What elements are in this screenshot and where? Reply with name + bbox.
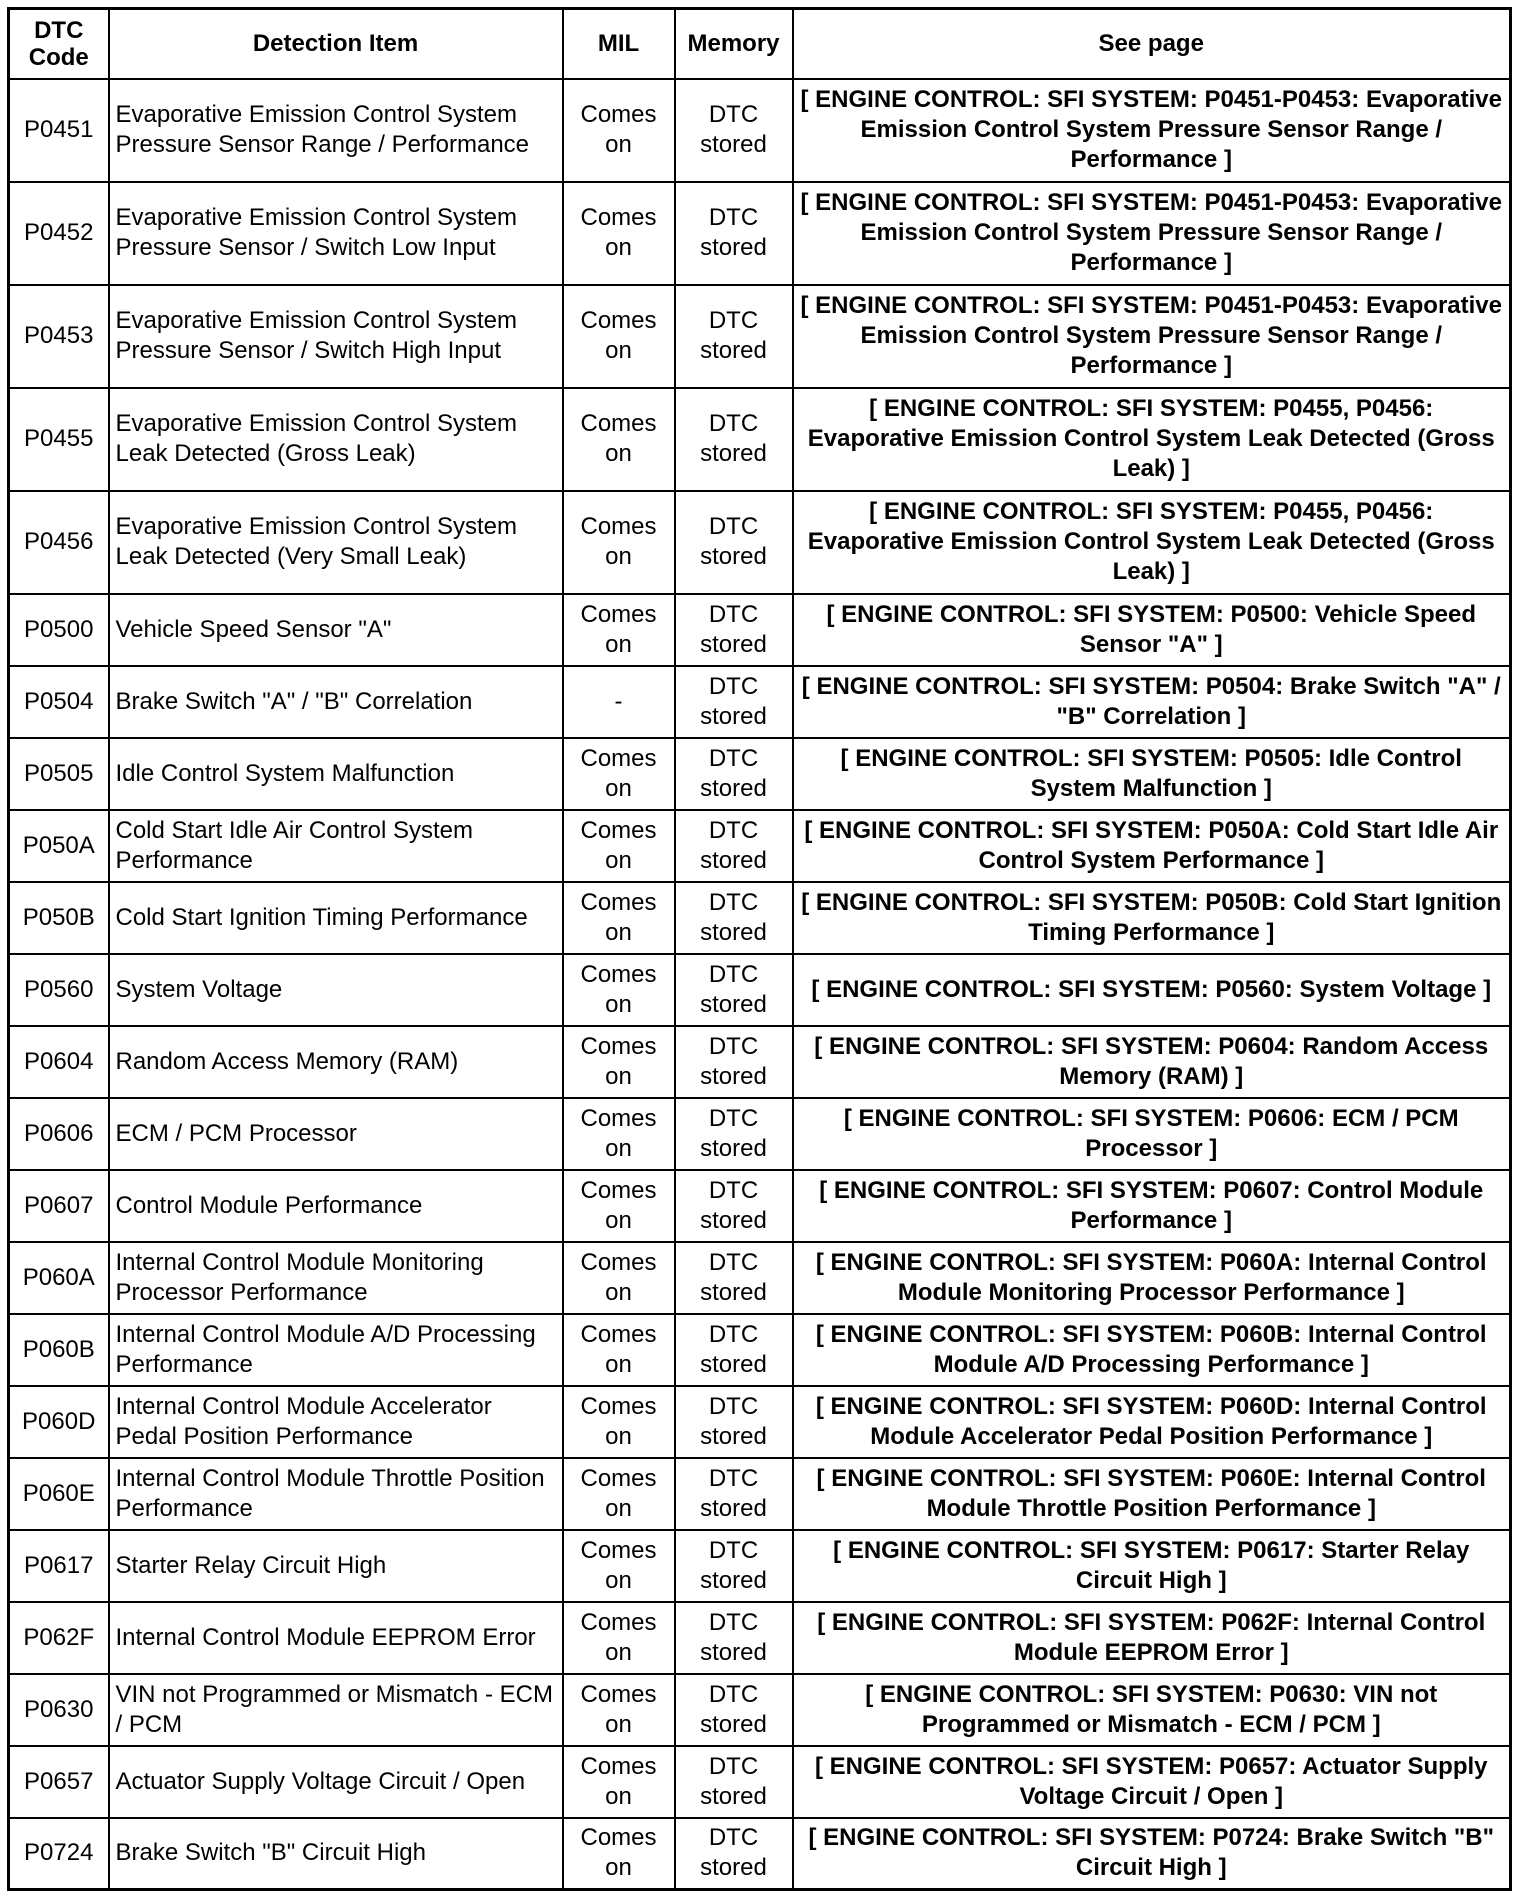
detection-item-cell: ECM / PCM Processor	[109, 1098, 563, 1170]
mil-cell: Comes on	[563, 1818, 675, 1890]
table-row	[9, 882, 1511, 954]
mil-cell: Comes on	[563, 1602, 675, 1674]
detection-item-cell: Internal Control Module A/D Processing Performance	[109, 1314, 563, 1386]
detection-item-cell: Internal Control Module Monitoring Processor Performance	[109, 1242, 563, 1314]
memory-cell: DTC stored	[675, 1314, 793, 1386]
mil-cell: Comes on	[563, 882, 675, 954]
dtc-code-cell: P0657	[9, 1746, 109, 1818]
see-page-link[interactable]: [ ENGINE CONTROL: SFI SYSTEM: P060B: Internal Control Module A/D Processing Performance ]	[793, 1314, 1511, 1386]
memory-cell: DTC stored	[675, 1458, 793, 1530]
table-row	[9, 1098, 1511, 1170]
header-row	[9, 9, 1511, 79]
see-page-link[interactable]: [ ENGINE CONTROL: SFI SYSTEM: P060E: Internal Control Module Throttle Position Performance ]	[793, 1458, 1511, 1530]
detection-item-cell: Evaporative Emission Control System Leak Detected (Gross Leak)	[109, 388, 563, 491]
memory-cell: DTC stored	[675, 666, 793, 738]
memory-cell: DTC stored	[675, 491, 793, 594]
dtc-code-cell: P0456	[9, 491, 109, 594]
memory-cell: DTC stored	[675, 1170, 793, 1242]
detection-item-cell: VIN not Programmed or Mismatch - ECM / PCM	[109, 1674, 563, 1746]
memory-cell: DTC stored	[675, 1026, 793, 1098]
memory-cell: DTC stored	[675, 810, 793, 882]
dtc-code-cell: P0505	[9, 738, 109, 810]
detection-item-cell: Evaporative Emission Control System Pressure Sensor / Switch Low Input	[109, 182, 563, 285]
table-row	[9, 1458, 1511, 1530]
mil-cell: Comes on	[563, 1242, 675, 1314]
detection-item-cell: Idle Control System Malfunction	[109, 738, 563, 810]
memory-cell: DTC stored	[675, 882, 793, 954]
see-page-link[interactable]: [ ENGINE CONTROL: SFI SYSTEM: P0451-P0453: Evaporative Emission Control System Pressure Sensor Range / Performance ]	[793, 182, 1511, 285]
table-row	[9, 1530, 1511, 1602]
mil-cell: Comes on	[563, 491, 675, 594]
table-row	[9, 1026, 1511, 1098]
mil-cell: Comes on	[563, 1314, 675, 1386]
see-page-link[interactable]: [ ENGINE CONTROL: SFI SYSTEM: P0617: Starter Relay Circuit High ]	[793, 1530, 1511, 1602]
see-page-link[interactable]: [ ENGINE CONTROL: SFI SYSTEM: P0451-P0453: Evaporative Emission Control System Pressure Sensor Range / Performance ]	[793, 285, 1511, 388]
mil-cell: Comes on	[563, 1386, 675, 1458]
detection-item-cell: Cold Start Idle Air Control System Performance	[109, 810, 563, 882]
memory-cell: DTC stored	[675, 182, 793, 285]
see-page-link[interactable]: [ ENGINE CONTROL: SFI SYSTEM: P0455, P0456: Evaporative Emission Control System Leak Detected (Gross Leak) ]	[793, 388, 1511, 491]
table-row	[9, 810, 1511, 882]
mil-cell: Comes on	[563, 182, 675, 285]
table-row	[9, 1818, 1511, 1890]
dtc-code-cell: P0604	[9, 1026, 109, 1098]
dtc-code-cell: P050A	[9, 810, 109, 882]
header-dtc-code-line: Code	[28, 43, 89, 71]
mil-cell: Comes on	[563, 738, 675, 810]
table-row	[9, 666, 1511, 738]
dtc-code-cell: P0453	[9, 285, 109, 388]
header-see-page: See page	[793, 9, 1511, 79]
table-row	[9, 1602, 1511, 1674]
table-row	[9, 1170, 1511, 1242]
memory-cell: DTC stored	[675, 1098, 793, 1170]
detection-item-cell: Internal Control Module Throttle Position Performance	[109, 1458, 563, 1530]
memory-cell: DTC stored	[675, 954, 793, 1026]
memory-cell: DTC stored	[675, 1530, 793, 1602]
table-row	[9, 594, 1511, 666]
detection-item-cell: Starter Relay Circuit High	[109, 1530, 563, 1602]
detection-item-cell: Vehicle Speed Sensor "A"	[109, 594, 563, 666]
detection-item-cell: Internal Control Module EEPROM Error	[109, 1602, 563, 1674]
table-row	[9, 1386, 1511, 1458]
dtc-code-cell: P060A	[9, 1242, 109, 1314]
see-page-link[interactable]: [ ENGINE CONTROL: SFI SYSTEM: P0500: Vehicle Speed Sensor "A" ]	[793, 594, 1511, 666]
mil-cell: Comes on	[563, 810, 675, 882]
mil-cell: Comes on	[563, 594, 675, 666]
dtc-code-cell: P0606	[9, 1098, 109, 1170]
mil-cell: Comes on	[563, 954, 675, 1026]
dtc-code-cell: P0504	[9, 666, 109, 738]
detection-item-cell: Evaporative Emission Control System Pressure Sensor / Switch High Input	[109, 285, 563, 388]
dtc-code-cell: P060E	[9, 1458, 109, 1530]
detection-item-cell: Control Module Performance	[109, 1170, 563, 1242]
see-page-link[interactable]: [ ENGINE CONTROL: SFI SYSTEM: P050B: Cold Start Ignition Timing Performance ]	[793, 882, 1511, 954]
detection-item-cell: Internal Control Module Accelerator Pedal Position Performance	[109, 1386, 563, 1458]
mil-cell: Comes on	[563, 1746, 675, 1818]
see-page-link[interactable]: [ ENGINE CONTROL: SFI SYSTEM: P0455, P0456: Evaporative Emission Control System Leak Detected (Gross Leak) ]	[793, 491, 1511, 594]
dtc-code-cell: P0630	[9, 1674, 109, 1746]
mil-cell: Comes on	[563, 79, 675, 182]
detection-item-cell: Brake Switch "A" / "B" Correlation	[109, 666, 563, 738]
memory-cell: DTC stored	[675, 79, 793, 182]
see-page-link[interactable]: [ ENGINE CONTROL: SFI SYSTEM: P060D: Internal Control Module Accelerator Pedal Position Performance ]	[793, 1386, 1511, 1458]
see-page-link[interactable]: [ ENGINE CONTROL: SFI SYSTEM: P050A: Cold Start Idle Air Control System Performance ]	[793, 810, 1511, 882]
dtc-table	[7, 7, 1512, 1891]
memory-cell: DTC stored	[675, 1602, 793, 1674]
see-page-link[interactable]: [ ENGINE CONTROL: SFI SYSTEM: P0560: System Voltage ]	[793, 954, 1511, 1026]
see-page-link[interactable]: [ ENGINE CONTROL: SFI SYSTEM: P062F: Internal Control Module EEPROM Error ]	[793, 1602, 1511, 1674]
memory-cell: DTC stored	[675, 1746, 793, 1818]
dtc-code-cell: P050B	[9, 882, 109, 954]
mil-cell: -	[563, 666, 675, 738]
table-row	[9, 182, 1511, 285]
see-page-link[interactable]: [ ENGINE CONTROL: SFI SYSTEM: P060A: Internal Control Module Monitoring Processor Performance ]	[793, 1242, 1511, 1314]
table-row	[9, 1746, 1511, 1818]
dtc-code-cell: P062F	[9, 1602, 109, 1674]
mil-cell: Comes on	[563, 1098, 675, 1170]
mil-cell: Comes on	[563, 1530, 675, 1602]
mil-cell: Comes on	[563, 388, 675, 491]
detection-item-cell: Random Access Memory (RAM)	[109, 1026, 563, 1098]
dtc-code-cell: P0560	[9, 954, 109, 1026]
memory-cell: DTC stored	[675, 1386, 793, 1458]
table-row	[9, 1314, 1511, 1386]
see-page-link[interactable]: [ ENGINE CONTROL: SFI SYSTEM: P0504: Brake Switch "A" / "B" Correlation ]	[793, 666, 1511, 738]
see-page-link[interactable]: [ ENGINE CONTROL: SFI SYSTEM: P0604: Random Access Memory (RAM) ]	[793, 1026, 1511, 1098]
header-detection-item: Detection Item	[109, 9, 563, 79]
mil-cell: Comes on	[563, 1170, 675, 1242]
detection-item-cell: Cold Start Ignition Timing Performance	[109, 882, 563, 954]
memory-cell: DTC stored	[675, 388, 793, 491]
dtc-code-cell: P0617	[9, 1530, 109, 1602]
header-mil: MIL	[563, 9, 675, 79]
detection-item-cell: Brake Switch "B" Circuit High	[109, 1818, 563, 1890]
mil-cell: Comes on	[563, 1674, 675, 1746]
memory-cell: DTC stored	[675, 1818, 793, 1890]
memory-cell: DTC stored	[675, 1674, 793, 1746]
mil-cell: Comes on	[563, 1458, 675, 1530]
see-page-link[interactable]: [ ENGINE CONTROL: SFI SYSTEM: P0630: VIN not Programmed or Mismatch - ECM / PCM ]	[793, 1674, 1511, 1746]
header-memory: Memory	[675, 9, 793, 79]
dtc-code-cell: P060D	[9, 1386, 109, 1458]
table-row	[9, 1242, 1511, 1314]
mil-cell: Comes on	[563, 1026, 675, 1098]
mil-cell: Comes on	[563, 285, 675, 388]
dtc-code-cell: P060B	[9, 1314, 109, 1386]
detection-item-cell: Evaporative Emission Control System Leak Detected (Very Small Leak)	[109, 491, 563, 594]
see-page-link[interactable]: [ ENGINE CONTROL: SFI SYSTEM: P0505: Idle Control System Malfunction ]	[793, 738, 1511, 810]
detection-item-cell: Actuator Supply Voltage Circuit / Open	[109, 1746, 563, 1818]
dtc-code-cell: P0452	[9, 182, 109, 285]
table-row	[9, 388, 1511, 491]
dtc-code-cell: P0607	[9, 1170, 109, 1242]
see-page-link[interactable]: [ ENGINE CONTROL: SFI SYSTEM: P0724: Brake Switch "B" Circuit High ]	[793, 1818, 1511, 1890]
table-row	[9, 954, 1511, 1026]
header-dtc-code	[9, 9, 109, 79]
dtc-code-cell: P0451	[9, 79, 109, 182]
memory-cell: DTC stored	[675, 738, 793, 810]
memory-cell: DTC stored	[675, 594, 793, 666]
table-row	[9, 491, 1511, 594]
dtc-code-cell: P0724	[9, 1818, 109, 1890]
table-row	[9, 1674, 1511, 1746]
see-page-link[interactable]: [ ENGINE CONTROL: SFI SYSTEM: P0606: ECM / PCM Processor ]	[793, 1098, 1511, 1170]
see-page-link[interactable]: [ ENGINE CONTROL: SFI SYSTEM: P0607: Control Module Performance ]	[793, 1170, 1511, 1242]
dtc-code-cell: P0455	[9, 388, 109, 491]
dtc-code-cell: P0500	[9, 594, 109, 666]
see-page-link[interactable]: [ ENGINE CONTROL: SFI SYSTEM: P0657: Actuator Supply Voltage Circuit / Open ]	[793, 1746, 1511, 1818]
memory-cell: DTC stored	[675, 285, 793, 388]
see-page-link[interactable]: [ ENGINE CONTROL: SFI SYSTEM: P0451-P0453: Evaporative Emission Control System Pressure Sensor Range / Performance ]	[793, 79, 1511, 182]
table-row	[9, 285, 1511, 388]
table-row	[9, 738, 1511, 810]
header-dtc-code-line: DTC	[34, 16, 84, 44]
detection-item-cell: Evaporative Emission Control System Pressure Sensor Range / Performance	[109, 79, 563, 182]
table-row	[9, 79, 1511, 182]
detection-item-cell: System Voltage	[109, 954, 563, 1026]
memory-cell: DTC stored	[675, 1242, 793, 1314]
